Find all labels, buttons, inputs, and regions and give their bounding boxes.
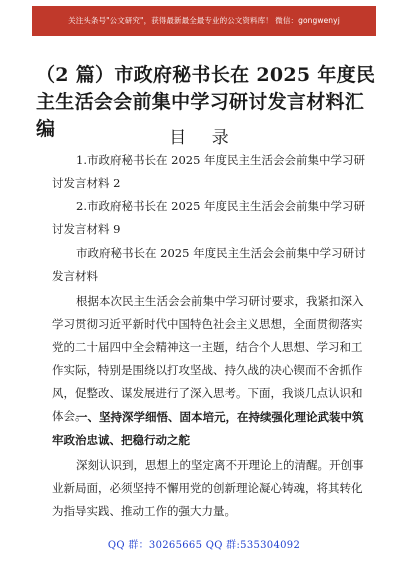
intro-paragraph: 根据本次民主生活会会前集中学习研讨要求，我紧扣深入学习贯彻习近平新时代中国特色社会主义思想，全面贯彻落实党的二十届四中全会精神这一主题，结合个人思想、学习和工作实际，特别是围绕以打攻坚战、持久战的决心锲而不舍抓作风，促整改、谋发展进行了深入思考。下面，我谈几点认识和体会。 xyxy=(52,294,364,423)
toc-heading: 目 录 xyxy=(169,128,239,148)
toc-item-1[interactable]: 1.市政府秘书长在 2025 年度民主生活会会前集中学习研讨发言材料 2 xyxy=(52,153,366,190)
body-paragraph-2: 深刻认识到，思想上的坚定离不开理论上的清醒。开创事业新局面，必须坚持不懈用党的创新理论凝心铸魂，将其转化为指导实践、推动工作的强大力量。 xyxy=(52,458,364,518)
qq-group-footer: QQ 群：30265665 QQ 群:535304092 xyxy=(107,540,301,551)
promo-banner: 关注头条号"公文研究"，获得最新最全最专业的公文资料库！ 微信：gongwenyj xyxy=(32,6,376,36)
section-heading-1: 一、坚持深学细悟、固本培元，在持续强化理论武装中筑牢政治忠诚、把稳行动之舵 xyxy=(52,410,364,447)
document-title: （2 篇）市政府秘书长在 2025 年度民主生活会会前集中学习研讨发言材料汇编 xyxy=(36,64,376,140)
toc-item-2[interactable]: 2.市政府秘书长在 2025 年度民主生活会会前集中学习研讨发言材料 9 xyxy=(52,199,366,236)
section-title: 市政府秘书长在 2025 年度民主生活会会前集中学习研讨发言材料 xyxy=(52,246,366,283)
